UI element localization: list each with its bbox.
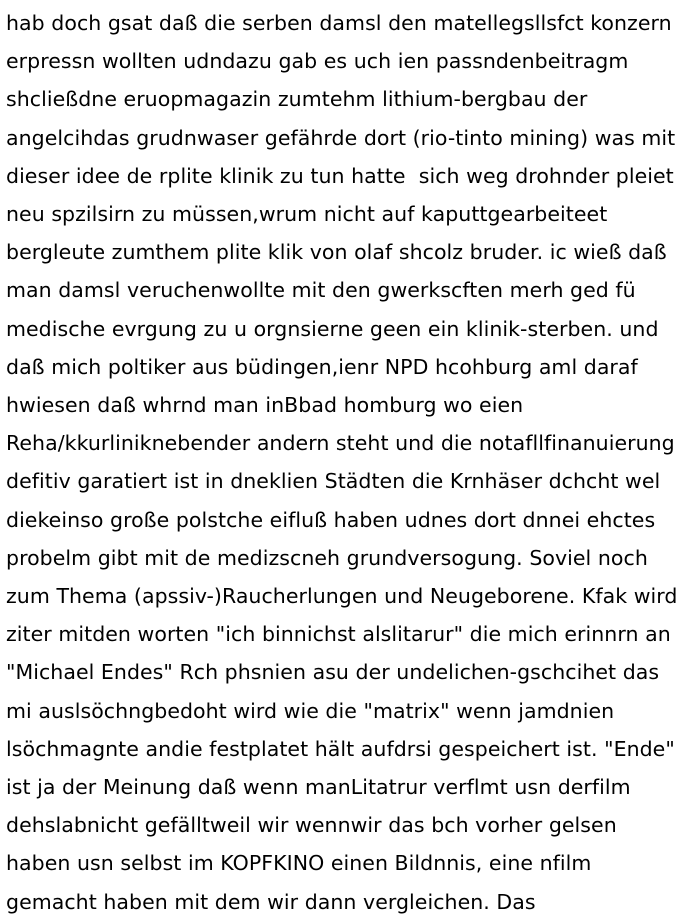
document-text-block: hab doch gsat daß die serben damsl den matellegsllsfct konzern erpressn wollten udndazu gab es uch ien passndenbeitragm shcließdne eruopmagazin zumtehm lithium-bergbau der angelcihdas grudnwaser gefährde dort (rio-tinto mining) was mit dieser idee de rplite klinik zu tun hatte sich weg drohnder pleiet neu spzilsirn zu müssen,wrum nicht auf kaputtgearbeiteet bergleute zumthem plite klik von olaf shcolz bruder. ic wieß daß man damsl veruchenwollte mit den gwerkscften merh ged fü medische evrgung zu u orgnsierne geen ein klinik-sterben. und daß mich poltiker aus büdingen,ienr NPD hcohburg aml daraf hwiesen daß whrnd man inBbad homburg wo eien Reha/kkurliniknebender andern steht und die notafllfinanuierung defitiv garatiert ist in dneklien Städten die Krnhäser dchcht wel diekeinso große polstche eifluß haben udnes dort dnnei ehctes probelm gibt mit de medizscneh grundversogung. Soviel noch zum Thema (apssiv-)Raucherlungen und Neugeborene. Kfak wird ziter mitden worten "ich binnichst alslitarur" die mich erinnrn an "Michael Endes" Rch phsnien asu der undelichen-gschcihet das mi auslsöchngbedoht wird wie die "matrix" wenn jamdnien lsöchmagnte andie festplatet hält aufdrsi gespeichert ist. "Ende" ist ja der Meinung daß wenn manLitatrur verflmt usn derfilm dehslabnicht gefälltweil wir wennwir das bch vorher gelsen haben usn selbst im KOPFKINO einen Bildnnis, eine nfilm gemacht haben mit dem wir dann vergleichen. Das	[6, 11, 684, 914]
